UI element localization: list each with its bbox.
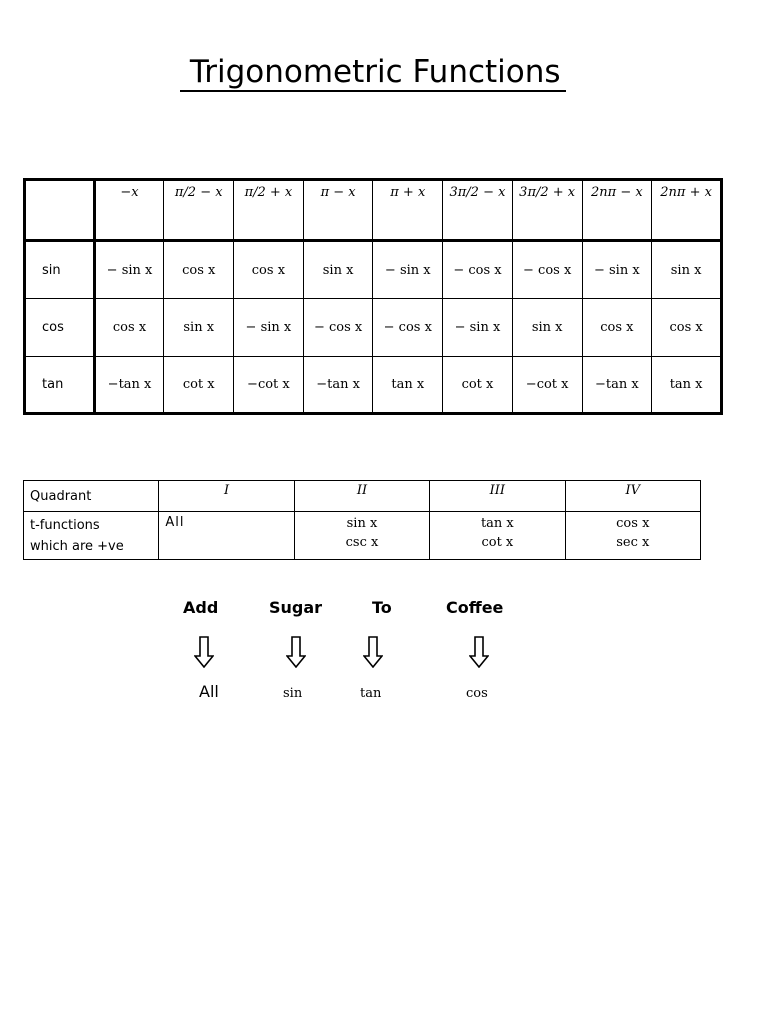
table-row: [25, 299, 722, 357]
header-cell: π − x: [303, 180, 373, 241]
functions-label-line1: t-functions: [30, 518, 100, 533]
table-cell: − sin x: [94, 241, 164, 299]
q2-functions: [294, 512, 429, 560]
table-cell: cot x: [164, 357, 234, 414]
table-cell: − cos x: [512, 241, 582, 299]
function-entry: tan x: [480, 516, 514, 531]
table-cell: − cos x: [443, 241, 513, 299]
header-cell: 3π/2 − x: [443, 180, 513, 241]
table-cell: −cot x: [234, 357, 304, 414]
header-cell: 2nπ − x: [582, 180, 652, 241]
table-cell: tan x: [373, 357, 443, 414]
table-row: [25, 357, 722, 414]
row-label: cos: [25, 299, 95, 357]
quadrant-number: I: [159, 481, 294, 512]
quadrant-number: IV: [565, 481, 700, 512]
table-cell: − cos x: [303, 299, 373, 357]
functions-label: [24, 512, 159, 560]
header-cell: π + x: [373, 180, 443, 241]
table-cell: cot x: [443, 357, 513, 414]
header-cell: π/2 − x: [164, 180, 234, 241]
corner-cell: [25, 180, 95, 241]
quadrant-label: Quadrant: [24, 481, 159, 512]
table-cell: cos x: [94, 299, 164, 357]
table-cell: tan x: [652, 357, 722, 414]
table-cell: cos x: [164, 241, 234, 299]
header-cell: −x: [94, 180, 164, 241]
quadrant-number: III: [430, 481, 565, 512]
functions-label-line2: which are +ve: [30, 539, 124, 554]
table-cell: sin x: [652, 241, 722, 299]
down-arrow-icon: [194, 636, 214, 668]
row-label: sin: [25, 241, 95, 299]
table-cell: sin x: [512, 299, 582, 357]
header-cell: π/2 + x: [234, 180, 304, 241]
function-entry: sec x: [616, 535, 650, 550]
row-label: tan: [25, 357, 95, 414]
table-cell: − sin x: [234, 299, 304, 357]
table-cell: − cos x: [373, 299, 443, 357]
mnemonic-word-coffee: Coffee: [446, 598, 504, 617]
table-cell: −tan x: [582, 357, 652, 414]
function-entry: cot x: [481, 535, 514, 550]
header-cell: 2nπ + x: [652, 180, 722, 241]
table-cell: cos x: [234, 241, 304, 299]
identity-table: [23, 178, 723, 415]
mnemonic-fn-tan: tan: [360, 686, 382, 701]
table-cell: − sin x: [373, 241, 443, 299]
down-arrow-icon: [286, 636, 306, 668]
quadrant-row: [24, 481, 701, 512]
table-cell: cos x: [582, 299, 652, 357]
mnemonic-word-to: To: [372, 598, 392, 617]
q4-functions: [565, 512, 700, 560]
table-cell: −cot x: [512, 357, 582, 414]
table-header-row: [25, 180, 722, 241]
function-entry: sin x: [346, 516, 378, 531]
mnemonic-word-add: Add: [183, 598, 219, 617]
table-cell: −tan x: [303, 357, 373, 414]
table-cell: − sin x: [582, 241, 652, 299]
page-title: Trigonometric Functions: [180, 52, 566, 92]
table-cell: sin x: [303, 241, 373, 299]
functions-row: [24, 512, 701, 560]
q3-functions: [430, 512, 565, 560]
table-cell: sin x: [164, 299, 234, 357]
mnemonic-fn-sin: sin: [283, 686, 303, 701]
table-row: [25, 241, 722, 299]
mnemonic-word-sugar: Sugar: [269, 598, 323, 617]
function-entry: csc x: [345, 535, 379, 550]
table-cell: −tan x: [94, 357, 164, 414]
table-cell: cos x: [652, 299, 722, 357]
q1-functions: All: [159, 512, 294, 560]
function-entry: cos x: [616, 516, 650, 531]
header-cell: 3π/2 + x: [512, 180, 582, 241]
table-cell: − sin x: [443, 299, 513, 357]
mnemonic-fn-all: All: [199, 682, 219, 701]
down-arrow-icon: [363, 636, 383, 668]
quadrant-table: [23, 480, 701, 560]
mnemonic-fn-cos: cos: [466, 686, 488, 701]
quadrant-number: II: [294, 481, 429, 512]
down-arrow-icon: [469, 636, 489, 668]
